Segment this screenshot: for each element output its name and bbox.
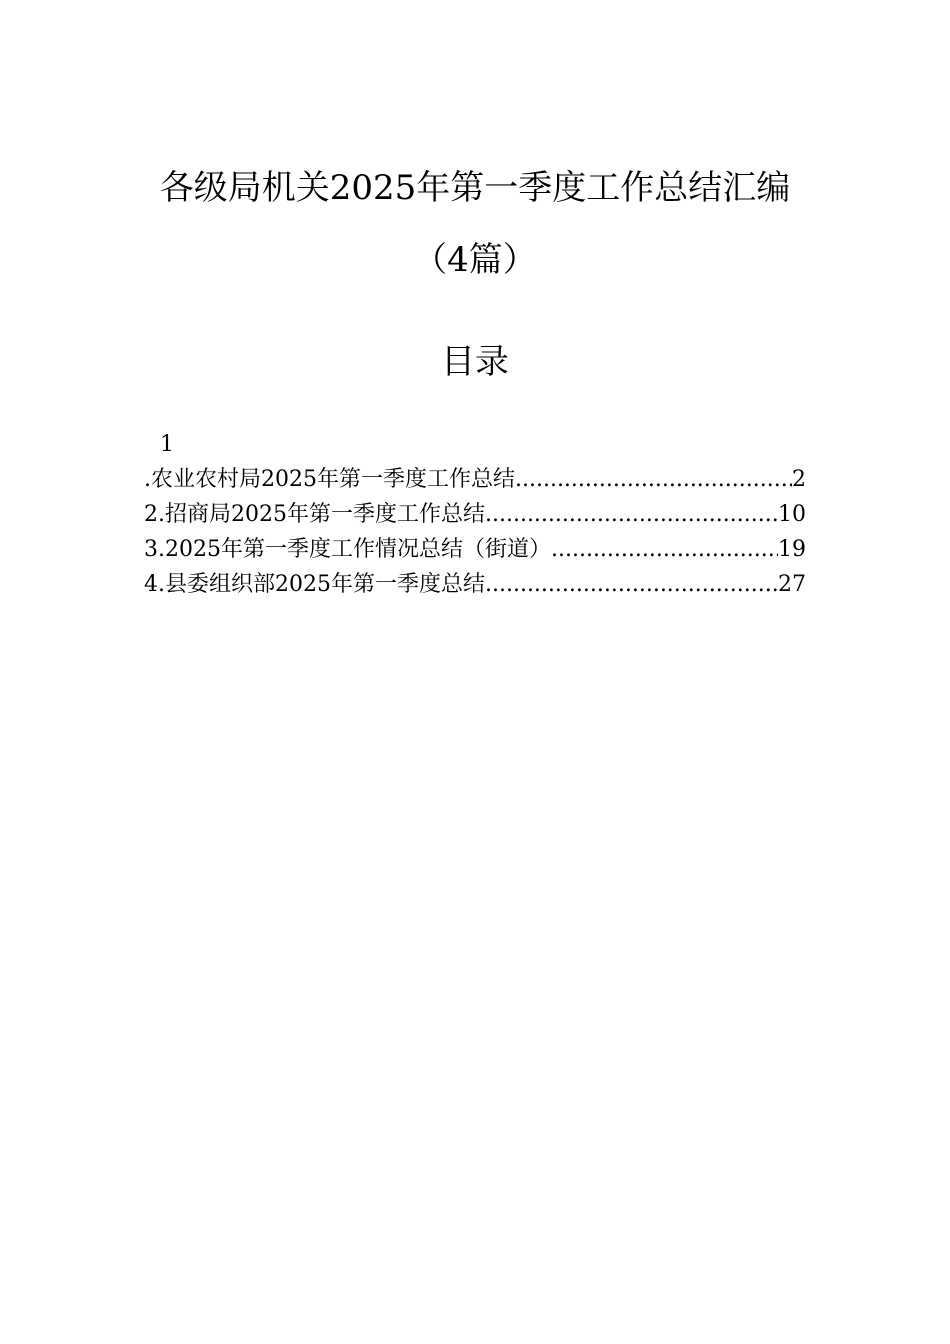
toc-leader-dots <box>515 462 792 497</box>
toc-entry-text[interactable]: 3.2025年第一季度工作情况总结（街道） <box>144 537 551 562</box>
toc-entry-page[interactable]: 19 <box>778 537 806 562</box>
toc-entry[interactable] <box>144 497 806 532</box>
toc-entry[interactable] <box>144 462 806 497</box>
toc-leader-dots <box>485 497 778 532</box>
toc-leader-dots <box>551 532 778 567</box>
toc-entry[interactable] <box>144 532 806 567</box>
document-title: 各级局机关2025年第一季度工作总结汇编 <box>159 168 791 208</box>
toc-entry-number: 1 <box>160 432 174 457</box>
table-of-contents <box>144 428 806 602</box>
toc-entry-text[interactable]: 2.招商局2025年第一季度工作总结 <box>144 502 485 527</box>
toc-entry-page[interactable]: 27 <box>778 572 806 597</box>
toc-entry-text[interactable]: .农业农村局2025年第一季度工作总结 <box>144 467 515 492</box>
toc-heading: 目录 <box>441 342 509 382</box>
document-subtitle: （4篇） <box>413 240 537 280</box>
toc-entry-text[interactable]: 4.县委组织部2025年第一季度总结 <box>144 572 485 597</box>
toc-entry[interactable] <box>144 567 806 602</box>
toc-entry-page[interactable]: 10 <box>778 502 806 527</box>
toc-entry-page[interactable]: 2 <box>792 467 806 492</box>
toc-leader-dots <box>485 567 778 602</box>
